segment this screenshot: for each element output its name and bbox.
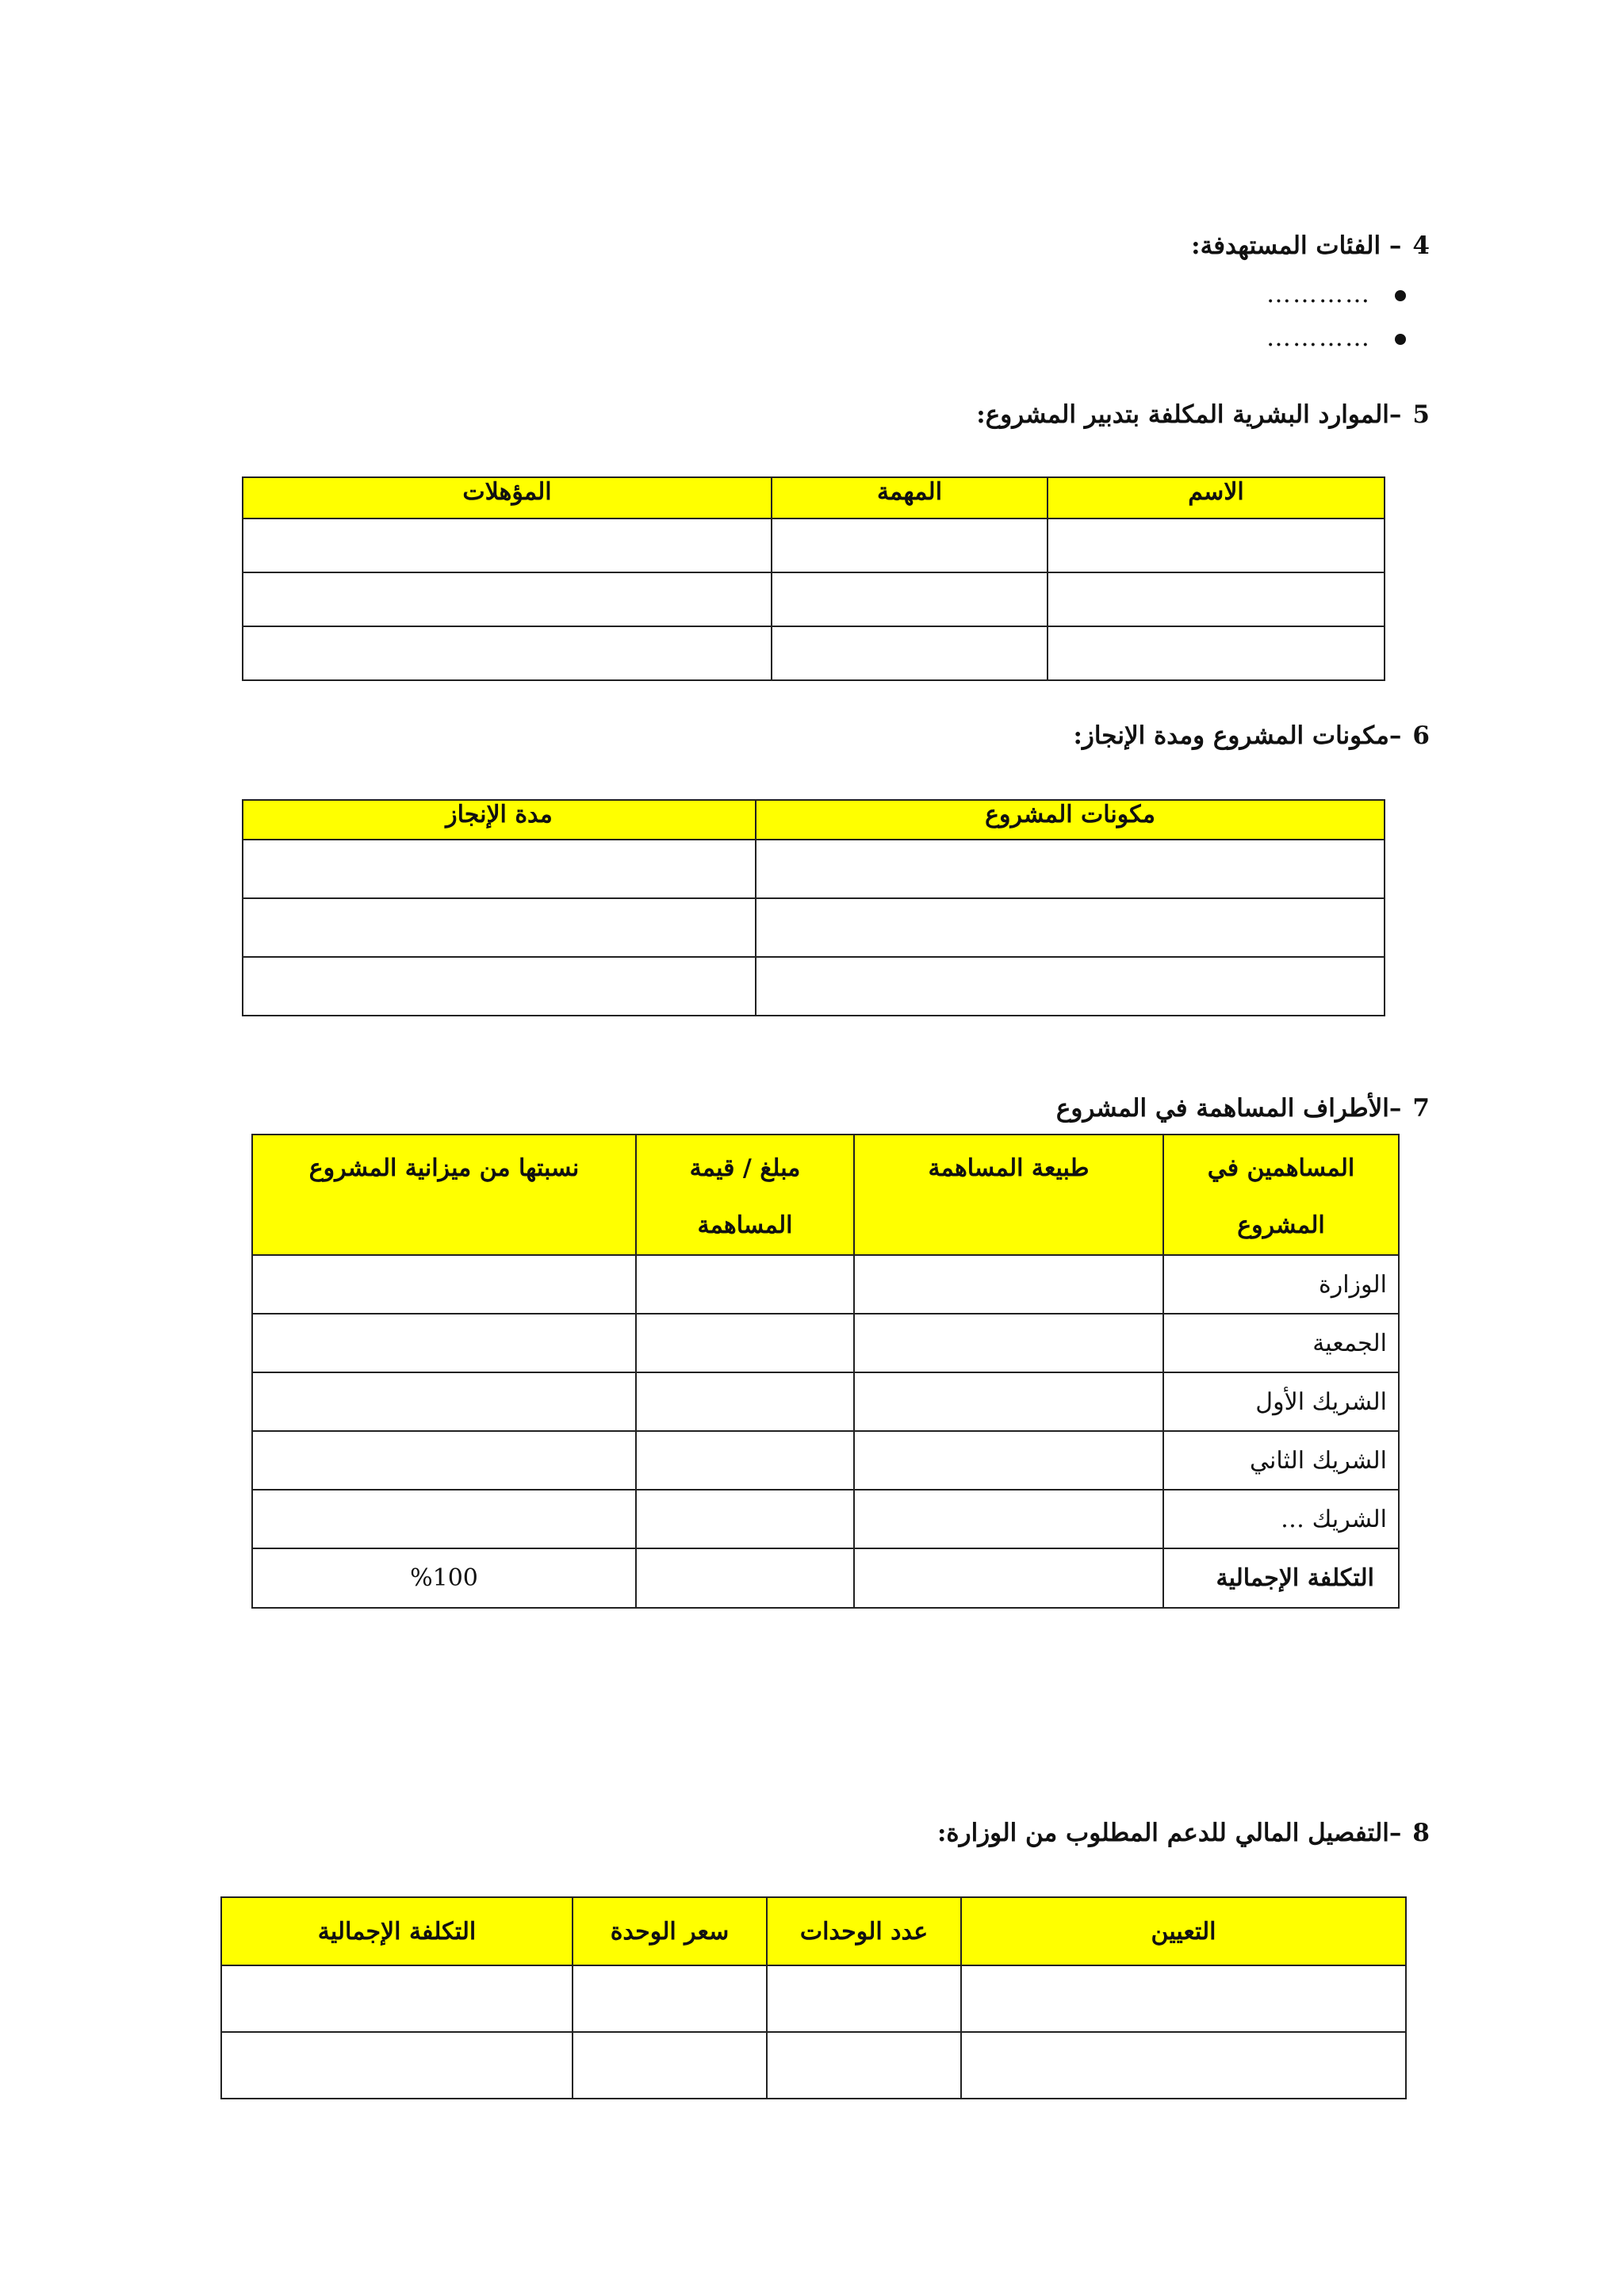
table-row: [252, 1490, 1399, 1548]
table-row: [252, 1314, 1399, 1372]
budget-share-header: نسبتها من ميزانية المشروع: [252, 1135, 636, 1255]
contributor-ministry: الوزارة: [1163, 1255, 1399, 1314]
components-header: مكونات المشروع: [756, 800, 1385, 840]
table-row: [243, 957, 1385, 1016]
table-row: [221, 1965, 1406, 2032]
section-4-number: 4: [1412, 232, 1430, 260]
section-8-title: [937, 1819, 1430, 1847]
section-6-text: –مكونات المشروع ومدة الإنجاز:: [1073, 721, 1402, 750]
hr-header-task: المهمة: [772, 477, 1048, 519]
table-row: [243, 898, 1385, 957]
table-row: [252, 1255, 1399, 1314]
section-5-title: [976, 400, 1430, 429]
contributors-table: [251, 1134, 1400, 1609]
table-row: [221, 2032, 1406, 2099]
section-5-number: 5: [1412, 400, 1430, 429]
section-7-number: 7: [1412, 1094, 1430, 1123]
hr-header-qualifications: المؤهلات: [243, 477, 772, 519]
section-4-title: [1191, 232, 1430, 260]
table-row: [243, 519, 1385, 572]
section-4-bullet-2: …………: [1266, 323, 1406, 352]
section-7-title: [1056, 1094, 1430, 1123]
section-4-text: – الفئات المستهدفة:: [1191, 232, 1402, 260]
section-4-bullet-1: …………: [1266, 280, 1406, 308]
table-row-total: [252, 1548, 1399, 1608]
contribution-amount-header: مبلغ / قيمة المساهمة: [636, 1135, 854, 1255]
bullet-icon: [1395, 290, 1406, 301]
section-5-text: –الموارد البشرية المكلفة بتدبير المشروع:: [976, 400, 1402, 429]
contributor-partner-1: الشريك الأول: [1163, 1372, 1399, 1431]
duration-header: مدة الإنجاز: [243, 800, 756, 840]
total-cost-label: التكلفة الإجمالية: [1163, 1548, 1399, 1608]
designation-header: التعيين: [961, 1897, 1406, 1965]
components-table: [242, 799, 1385, 1016]
bullet-icon: [1395, 334, 1406, 345]
contributors-header: المساهمين في المشروع: [1163, 1135, 1399, 1255]
hr-table: [242, 476, 1385, 681]
total-cost-header: التكلفة الإجمالية: [221, 1897, 573, 1965]
table-row: [243, 626, 1385, 680]
section-6-title: [1073, 721, 1430, 750]
table-row: [252, 1431, 1399, 1490]
section-7-text: –الأطراف المساهمة في المشروع: [1055, 1094, 1402, 1123]
financial-table: [220, 1896, 1407, 2099]
units-count-header: عدد الوحدات: [767, 1897, 961, 1965]
table-row: [243, 840, 1385, 898]
total-percent: %100: [252, 1548, 636, 1608]
table-row: [252, 1372, 1399, 1431]
table-row: [243, 572, 1385, 626]
section-6-number: 6: [1412, 721, 1430, 750]
unit-price-header: سعر الوحدة: [573, 1897, 767, 1965]
hr-header-name: الاسم: [1048, 477, 1385, 519]
contribution-type-header: طبيعة المساهمة: [854, 1135, 1163, 1255]
contributor-partner-2: الشريك الثاني: [1163, 1431, 1399, 1490]
contributor-association: الجمعية: [1163, 1314, 1399, 1372]
section-8-text: –التفصيل المالي للدعم المطلوب من الوزارة:: [936, 1819, 1402, 1847]
section-8-number: 8: [1412, 1819, 1430, 1847]
contributor-partner-n: الشريك …: [1163, 1490, 1399, 1548]
